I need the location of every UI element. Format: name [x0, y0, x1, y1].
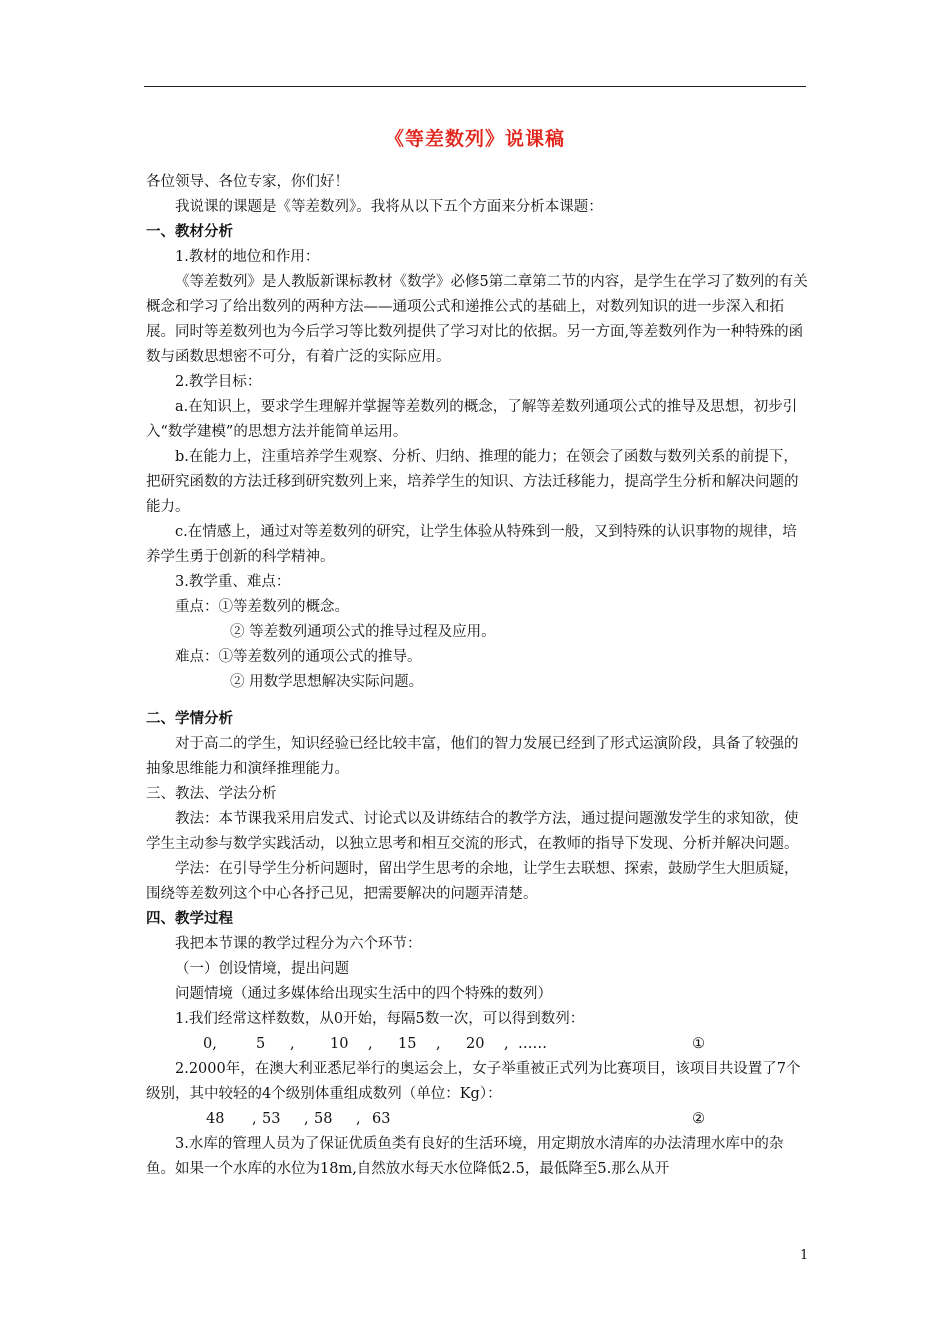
page-number: 1: [800, 1248, 809, 1263]
difficulty-2: ② 用数学思想解决实际问题。: [230, 674, 424, 690]
paragraph-4-1: 我把本节课的教学过程分为六个环节：: [175, 936, 422, 952]
section-heading-4: 四、教学过程: [146, 911, 233, 927]
header-rule: [144, 86, 806, 87]
question-3: 3.水库的管理人员为了保证优质鱼类有良好的生活环境，用定期放水清库的办法清理水库中的杂鱼。如果一个水库的水位为18m,自然放水每天水位降低2.5，最低降至5.那么从开: [146, 1136, 784, 1177]
objective-b: b.在能力上，注重培养学生观察、分析、归纳、推理的能力；在领会了函数与数列关系的前提下，把研究函数的方法迁移到研究数列上来，培养学生的知识、方法迁移能力，提高学生分析和解决问题的能力。: [146, 449, 799, 515]
objective-c: c.在情感上，通过对等差数列的研究，让学生体验从特殊到一般，又到特殊的认识事物的规律，培养学生勇于创新的科学精神。: [146, 524, 797, 565]
key-point-2: ② 等差数列通项公式的推导过程及应用。: [230, 624, 496, 640]
sequence-2-item: ,: [252, 1111, 257, 1127]
section-heading-2: 二、学情分析: [146, 711, 233, 727]
subheading-1-1: 1.教材的地位和作用：: [175, 249, 320, 265]
intro-paragraph: 我说课的课题是《等差数列》。我将从以下五个方面来分析本课题：: [175, 199, 603, 215]
key-point-1: 重点：①等差数列的概念。: [175, 599, 349, 615]
paragraph-3-2: 学法：在引导学生分析问题时，留出学生思考的余地，让学生去联想、探索，鼓励学生大胆质疑，围绕等差数列这个中心各抒己见，把需要解决的问题弄清楚。: [146, 861, 799, 902]
sequence-2: [146, 1107, 808, 1132]
subheading-1-3: 3.教学重、难点：: [175, 574, 291, 590]
sequence-1-item: ,: [290, 1036, 295, 1052]
sequence-2-marker: ②: [692, 1111, 705, 1127]
question-2: 2.2000年，在澳大利亚悉尼举行的奥运会上，女子举重被正式列为比赛项目，该项目共设置了7个级别，其中较轻的4个级别体重组成数列（单位：Kg）：: [146, 1061, 801, 1102]
difficulty-1: 难点：①等差数列的通项公式的推导。: [175, 649, 422, 665]
sequence-2-item: 53: [262, 1111, 281, 1127]
sequence-2-item: 58: [314, 1111, 333, 1127]
sequence-2-item: ,: [356, 1111, 361, 1127]
sequence-2-item: 63: [372, 1111, 391, 1127]
sequence-2-item: 48: [206, 1111, 225, 1127]
document-title: 《等差数列》说课稿: [384, 128, 565, 150]
paragraph-1-1: 《等差数列》是人教版新课标教材《数学》必修5第二章第二节的内容，是学生在学习了数列的有关概念和学习了给出数列的两种方法——通项公式和递推公式的基础上，对数列知识的进一步深入和拓展。同时等差数列也为今后学习等比数列提供了学习对比的依据。另一方面,等差数列作为一种特殊的函数与函数思想密不可分，有着广泛的实际应用。: [146, 274, 808, 365]
question-1: 1.我们经常这样数数，从0开始，每隔5数一次，可以得到数列：: [175, 1011, 585, 1027]
sequence-1-item: ,: [504, 1036, 509, 1052]
sequence-1-item: ……: [518, 1036, 547, 1052]
situation: 问题情境（通过多媒体给出现实生活中的四个特殊的数列）: [175, 986, 552, 1002]
paragraph-2: 对于高二的学生，知识经验已经比较丰富，他们的智力发展已经到了形式运演阶段，具备了较强的抽象思维能力和演绎推理能力。: [146, 736, 799, 777]
sequence-1: [146, 1032, 808, 1057]
section-heading-1: 一、教材分析: [146, 224, 233, 240]
sequence-1-item: 0,: [203, 1036, 217, 1052]
step-1: （一）创设情境，提出问题: [175, 961, 349, 977]
document-body: [146, 170, 808, 1182]
sequence-1-item: ,: [368, 1036, 373, 1052]
objective-a: a.在知识上，要求学生理解并掌握等差数列的概念，了解等差数列通项公式的推导及思想，初步引入“数学建模”的思想方法并能简单运用。: [146, 399, 798, 440]
sequence-2-item: ,: [304, 1111, 309, 1127]
sequence-1-item: ,: [436, 1036, 441, 1052]
sequence-1-item: 20: [466, 1036, 485, 1052]
section-heading-3: 三、教法、学法分析: [146, 786, 277, 802]
sequence-1-item: 10: [330, 1036, 349, 1052]
greeting: 各位领导、各位专家，你们好！: [146, 174, 349, 190]
subheading-1-2: 2.教学目标：: [175, 374, 262, 390]
paragraph-3-1: 教法：本节课我采用启发式、讨论式以及讲练结合的教学方法，通过提问题激发学生的求知欲，使学生主动参与数学实践活动，以独立思考和相互交流的形式，在教师的指导下发现、分析并解决问题。: [146, 811, 799, 852]
sequence-1-item: 5: [256, 1036, 266, 1052]
sequence-1-marker: ①: [692, 1036, 705, 1052]
sequence-1-item: 15: [398, 1036, 417, 1052]
